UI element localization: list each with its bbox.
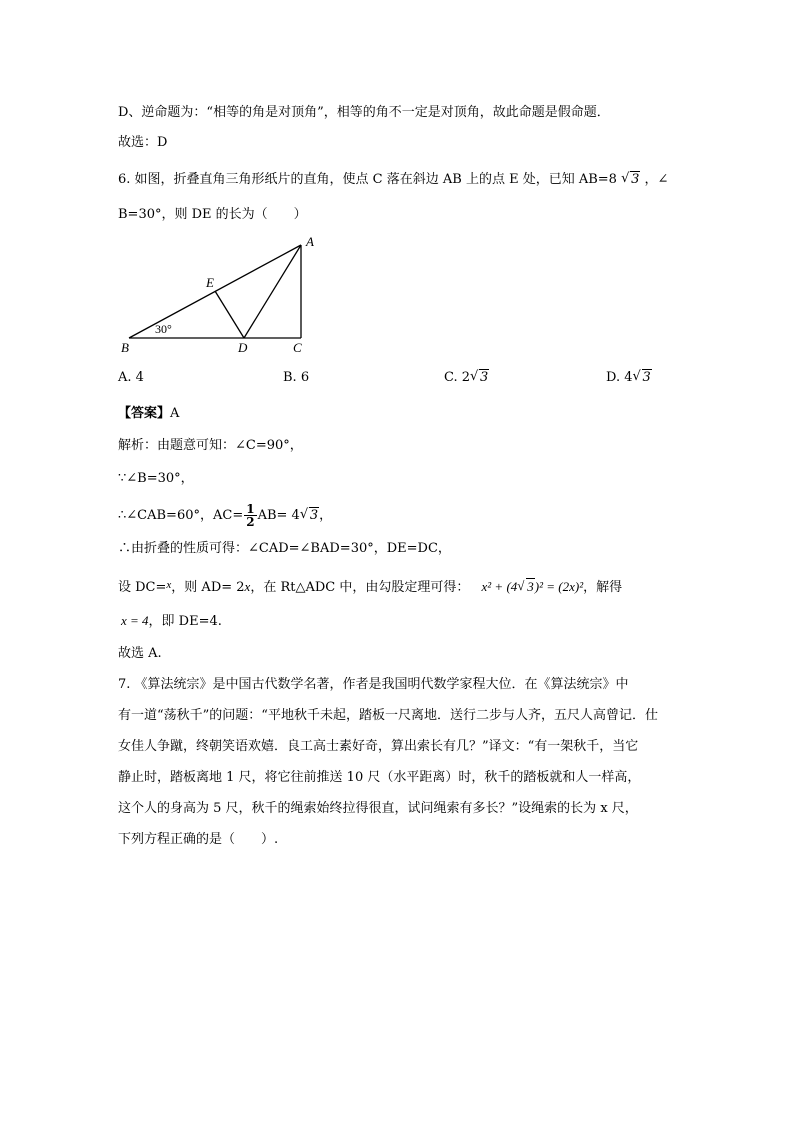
solution-line: ∵∠B=30°， xyxy=(118,471,194,486)
option-d-text: D. 4 xyxy=(606,370,633,385)
solution-line-5 xyxy=(118,576,622,597)
radicand: 3 xyxy=(480,370,489,385)
solution-text: ，在 Rt△ADC 中，由勾股定理可得： xyxy=(250,580,470,595)
question-7-line: 有一道“荡秋千”的问题：“平地秋千未起，踏板一尺离地．送行二步与人齐，五尺人高曾记．仕 xyxy=(118,708,658,723)
fraction-numerator: 1 xyxy=(246,502,255,516)
label-b: B xyxy=(121,340,129,355)
sqrt-expression xyxy=(633,370,652,385)
question-7-line: 这个人的身高为 5 尺，秋千的绳索始终拉得很直，试问绳索有多长？”设绳索的长为 x 尺， xyxy=(118,801,638,816)
question-6-line-2: B=30°，则 DE 的长为（ ） xyxy=(118,207,307,222)
solution-line: 故选 A. xyxy=(118,646,162,661)
answer-value: A xyxy=(170,406,180,421)
radicand: 3 xyxy=(527,579,534,594)
option-c xyxy=(444,370,489,385)
variable-x: x xyxy=(166,579,172,591)
question-7-line: 7. 《算法统宗》是中国古代数学名著，作者是我国明代数学家程大位．在《算法统宗》中 xyxy=(118,677,629,692)
line-ad xyxy=(244,245,301,338)
label-e: E xyxy=(206,275,214,290)
line-ed xyxy=(215,291,244,338)
radicand: 3 xyxy=(631,172,640,187)
option-a: A. 4 xyxy=(118,370,144,385)
option-d xyxy=(606,370,652,385)
solution-text: ，则 AD= 2 xyxy=(171,580,245,595)
solution-text: ， xyxy=(319,508,333,523)
question-7-line: 静止时，踏板离地 1 尺，将它往前推送 10 尺（水平距离）时，秋千的踏板就和人一样高， xyxy=(118,770,641,785)
text-line: 故选：D xyxy=(118,135,168,150)
equation: x = 4 xyxy=(121,613,149,628)
question-7-line: 女佳人争蹴，终朝笑语欢嬉．良工高士素好奇，算出索长有几？”译文：“有一架秋千，当它 xyxy=(118,739,639,754)
solution-text: 设 DC= xyxy=(118,580,167,595)
radicand: 3 xyxy=(642,370,651,385)
solution-line: 解析：由题意可知：∠C=90°， xyxy=(118,438,303,453)
answer-line xyxy=(118,405,179,423)
fraction-denominator: 2 xyxy=(246,515,255,529)
equation-part: x² + (4 xyxy=(481,579,518,594)
solution-text: ，解得 xyxy=(583,580,623,595)
solution-line: ∴由折叠的性质可得：∠CAD=∠BAD=30°，DE=DC， xyxy=(118,541,451,556)
solution-line-3 xyxy=(118,503,332,528)
solution-text: AB= 4 xyxy=(257,508,300,523)
radicand: 3 xyxy=(309,508,319,523)
sqrt-expression xyxy=(470,370,489,385)
solution-text: ∴∠CAB=60°，AC= xyxy=(118,508,244,523)
label-c: C xyxy=(293,340,302,355)
text-line: D、逆命题为：“相等的角是对顶角”，相等的角不一定是对顶角，故此命题是假命题． xyxy=(118,105,610,120)
solution-text: ，即 DE=4. xyxy=(148,614,222,629)
triangle-figure xyxy=(118,235,338,360)
option-b: B. 6 xyxy=(283,370,310,385)
label-d: D xyxy=(238,340,248,355)
sqrt-expression xyxy=(517,578,535,596)
q6-text-post: ，∠ xyxy=(644,172,669,187)
answer-label: 【答案】 xyxy=(118,406,171,421)
label-angle: 30° xyxy=(155,322,172,336)
equation xyxy=(482,579,584,594)
option-c-text: C. 2 xyxy=(444,370,471,385)
sqrt-expression xyxy=(621,171,640,189)
sqrt-expression xyxy=(300,507,319,525)
question-6-line-1 xyxy=(118,171,668,189)
variable-x: x xyxy=(244,579,251,594)
fraction-half xyxy=(244,503,256,528)
solution-line-6 xyxy=(118,612,222,631)
q6-text: 6. 如图，折叠直角三角形纸片的直角，使点 C 落在斜边 AB 上的点 E 处，已知 AB=8 xyxy=(118,172,617,187)
label-a: A xyxy=(306,235,314,249)
equation-part: )² = (2x)² xyxy=(534,579,584,594)
question-7-line: 下列方程正确的是（ ）. xyxy=(118,832,279,847)
